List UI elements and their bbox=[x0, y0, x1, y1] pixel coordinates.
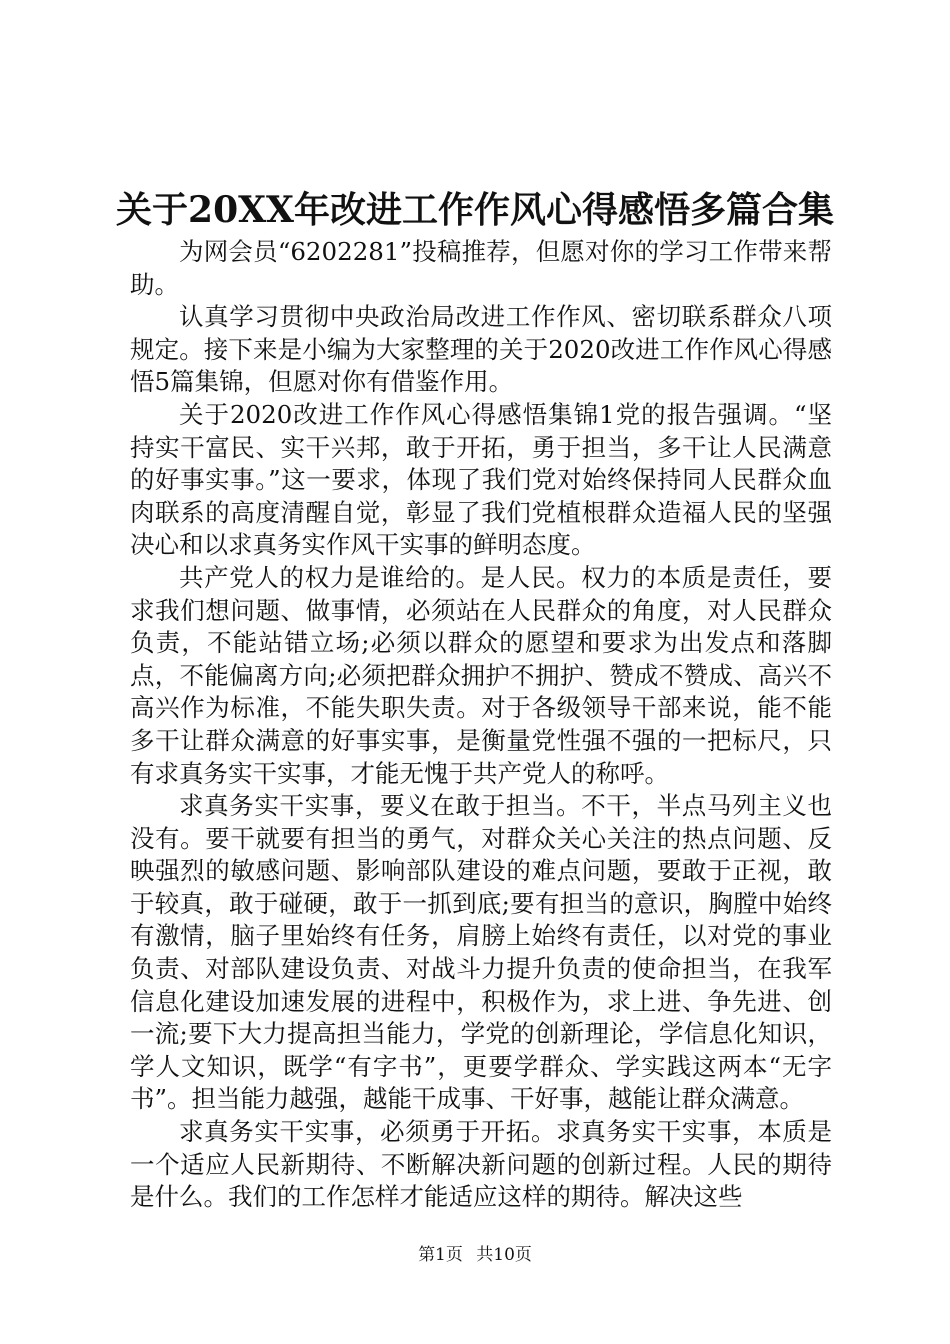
paragraph: 求真务实干实事，要义在敢于担当。不干，半点马列主义也没有。要干就要有担当的勇气，对群众关心关注的热点问题、反映强烈的敏感问题、影响部队建设的难点问题，要敢于正视，敢于较真，敢于碰硬，敢于一抓到底;要有担当的意识，胸膛中始终有激情，脑子里始终有任务，肩膀上始终有责任，以对党的事业负责、对部队建设负责、对战斗力提升负责的使命担当，在我军信息化建设加速发展的进程中，积极作为，求上进、争先进、创一流;要下大力提高担当能力，学党的创新理论，学信息化知识，学人文知识，既学“有字书”，更要学群众、学实践这两本“无字书”。担当能力越强，越能干成事、干好事，越能让群众满意。 bbox=[130, 791, 832, 1114]
paragraph: 求真务实干实事，必须勇于开拓。求真务实干实事，本质是一个适应人民新期待、不断解决新问题的创新过程。人民的期待是什么。我们的工作怎样才能适应这样的期待。解决这些 bbox=[130, 1117, 832, 1212]
paragraph: 为网会员“6202281”投稿推荐，但愿对你的学习工作带来帮助。 bbox=[130, 237, 832, 299]
paragraph: 共产党人的权力是谁给的。是人民。权力的本质是责任，要求我们想问题、做事情，必须站在人民群众的角度，对人民群众负责，不能站错立场;必须以群众的愿望和要求为出发点和落脚点，不能偏离方向;必须把群众拥护不拥护、赞成不赞成、高兴不高兴作为标准，不能失职失责。对于各级领导干部来说，能不能多干让群众满意的好事实事，是衡量党性强不强的一把标尺，只有求真务实干实事，才能无愧于共产党人的称呼。 bbox=[130, 562, 832, 788]
page-number-current: 第1页 bbox=[418, 1245, 463, 1265]
document-title: 关于20XX年改进工作作风心得感悟多篇合集 bbox=[116, 189, 834, 231]
document-body bbox=[130, 236, 832, 1214]
page-number-total: 共10页 bbox=[476, 1245, 532, 1265]
paragraph: 认真学习贯彻中央政治局改进工作作风、密切联系群众八项规定。接下来是小编为大家整理的关于2020改进工作作风心得感悟5篇集锦，但愿对你有借鉴作用。 bbox=[130, 302, 832, 397]
paragraph: 关于2020改进工作作风心得感悟集锦1党的报告强调。“坚持实干富民、实干兴邦，敢于开拓，勇于担当，多干让人民满意的好事实事。”这一要求，体现了我们党对始终保持同人民群众血肉联系的高度清醒自觉，彰显了我们党植根群众造福人民的坚强决心和以求真务实作风干实事的鲜明态度。 bbox=[130, 399, 832, 560]
page-footer bbox=[0, 1244, 950, 1266]
